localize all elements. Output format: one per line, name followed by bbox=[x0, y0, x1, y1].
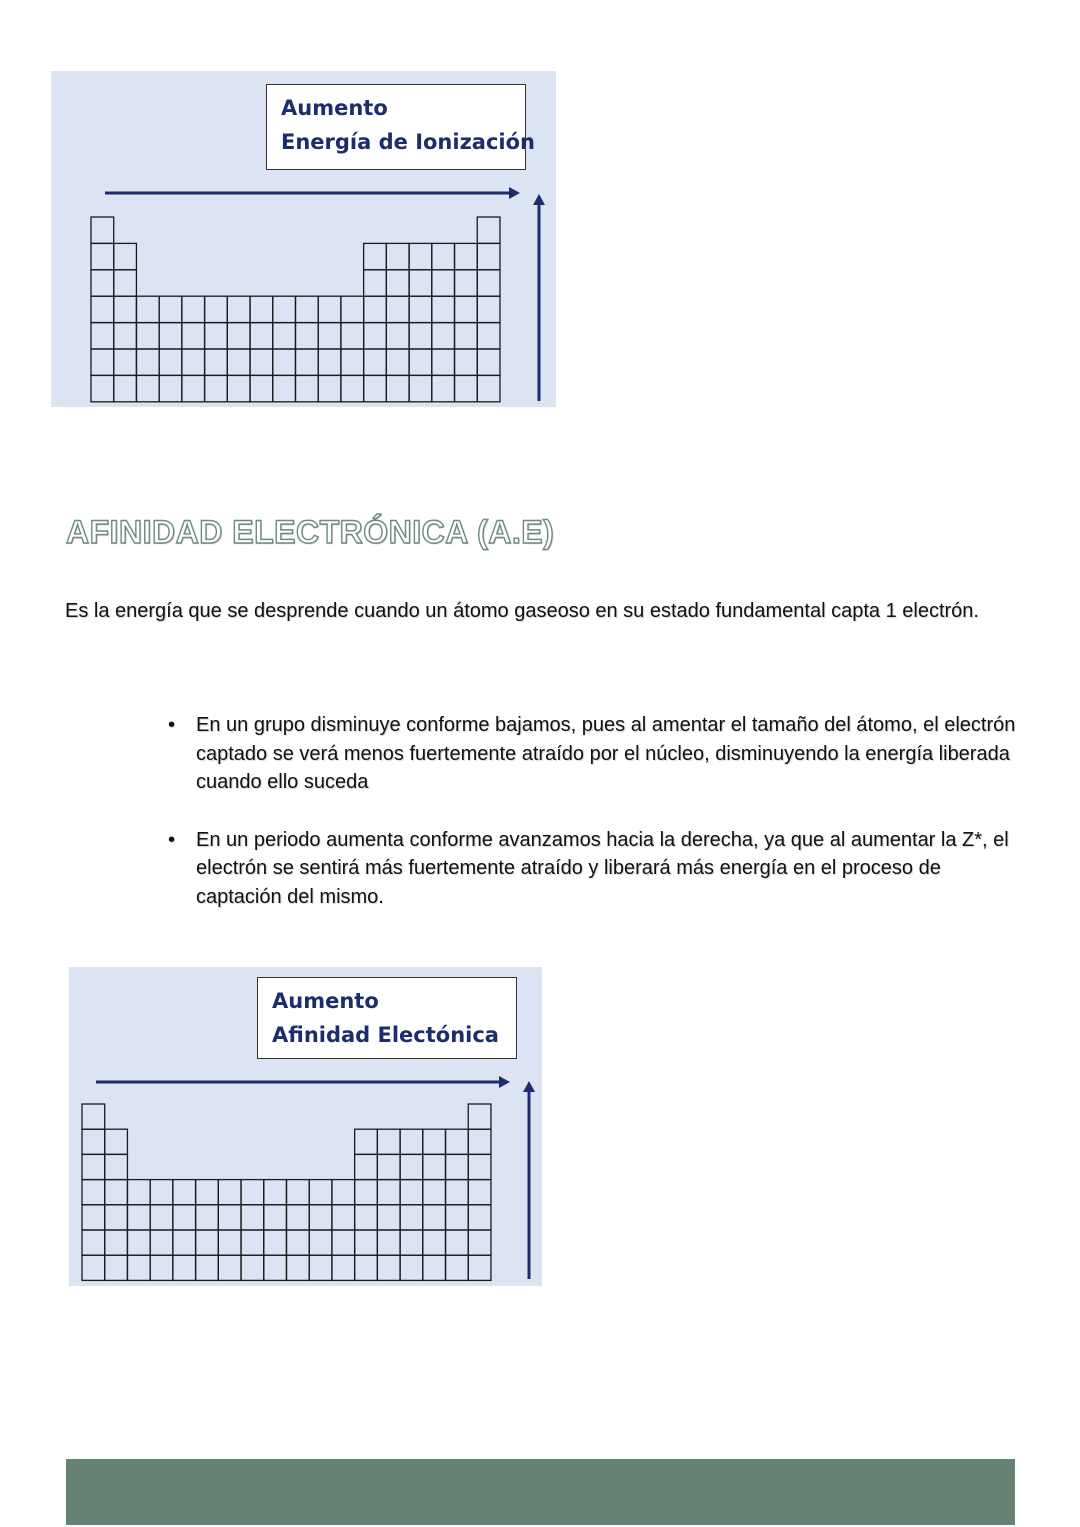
element-cell bbox=[423, 1205, 446, 1230]
element-cell bbox=[127, 1205, 150, 1230]
element-cell bbox=[150, 1205, 173, 1230]
element-cell bbox=[468, 1230, 491, 1255]
element-cell bbox=[82, 1230, 105, 1255]
element-cell bbox=[332, 1255, 355, 1280]
element-cell bbox=[423, 1230, 446, 1255]
element-cell bbox=[114, 349, 137, 375]
element-cell bbox=[455, 270, 478, 296]
element-cell bbox=[364, 243, 387, 269]
element-cell bbox=[273, 375, 296, 401]
element-cell bbox=[446, 1129, 469, 1154]
element-cell bbox=[332, 1230, 355, 1255]
element-cell bbox=[82, 1255, 105, 1280]
element-cell bbox=[227, 349, 250, 375]
element-cell bbox=[159, 323, 182, 349]
element-cell bbox=[295, 296, 318, 322]
element-cell bbox=[468, 1180, 491, 1205]
element-cell bbox=[205, 323, 228, 349]
element-cell bbox=[341, 349, 364, 375]
element-cell bbox=[455, 349, 478, 375]
list-item bbox=[168, 711, 1016, 797]
element-cell bbox=[159, 349, 182, 375]
bullet-icon: • bbox=[168, 828, 176, 851]
element-cell bbox=[409, 375, 432, 401]
element-cell bbox=[114, 296, 137, 322]
element-cell bbox=[432, 375, 455, 401]
element-cell bbox=[409, 349, 432, 375]
element-cell bbox=[273, 349, 296, 375]
element-cell bbox=[182, 323, 205, 349]
element-cell bbox=[386, 349, 409, 375]
element-cell bbox=[386, 375, 409, 401]
element-cell bbox=[432, 349, 455, 375]
element-cell bbox=[91, 270, 114, 296]
bullet-text: En un periodo aumenta conforme avanzamos hacia la derecha, ya que al aumentar la Z*, el electrón se sentirá más fuertemente atraído y liberará más energía en el proceso de captación del mismo. bbox=[196, 828, 1009, 908]
element-cell bbox=[468, 1129, 491, 1154]
element-cell bbox=[355, 1205, 378, 1230]
element-cell bbox=[477, 323, 500, 349]
element-cell bbox=[377, 1230, 400, 1255]
element-cell bbox=[409, 270, 432, 296]
arrow-up-icon bbox=[523, 1081, 535, 1092]
element-cell bbox=[114, 323, 137, 349]
label-increase: Aumento bbox=[281, 96, 388, 120]
element-cell bbox=[136, 323, 159, 349]
element-cell bbox=[309, 1205, 332, 1230]
label-property: Energía de Ionización bbox=[281, 130, 535, 154]
element-cell bbox=[341, 296, 364, 322]
element-cell bbox=[264, 1230, 287, 1255]
element-cell bbox=[264, 1205, 287, 1230]
arrow-right-icon bbox=[509, 187, 520, 199]
element-cell bbox=[468, 1154, 491, 1179]
element-cell bbox=[250, 349, 273, 375]
element-cell bbox=[295, 323, 318, 349]
element-cell bbox=[273, 323, 296, 349]
element-cell bbox=[423, 1129, 446, 1154]
element-cell bbox=[477, 243, 500, 269]
element-cell bbox=[241, 1230, 264, 1255]
element-cell bbox=[477, 296, 500, 322]
element-cell bbox=[196, 1205, 219, 1230]
element-cell bbox=[136, 375, 159, 401]
element-cell bbox=[477, 270, 500, 296]
element-cell bbox=[82, 1205, 105, 1230]
element-cell bbox=[400, 1154, 423, 1179]
element-cell bbox=[82, 1154, 105, 1179]
element-cell bbox=[264, 1180, 287, 1205]
element-cell bbox=[318, 349, 341, 375]
element-cell bbox=[332, 1180, 355, 1205]
element-cell bbox=[105, 1129, 128, 1154]
element-cell bbox=[105, 1154, 128, 1179]
element-cell bbox=[432, 270, 455, 296]
element-cell bbox=[309, 1180, 332, 1205]
element-grid bbox=[82, 1104, 491, 1280]
element-cell bbox=[105, 1205, 128, 1230]
element-cell bbox=[127, 1230, 150, 1255]
electron-affinity-figure bbox=[69, 967, 542, 1286]
bullet-icon: • bbox=[168, 714, 176, 736]
element-cell bbox=[309, 1230, 332, 1255]
element-cell bbox=[159, 296, 182, 322]
element-cell bbox=[446, 1205, 469, 1230]
element-cell bbox=[386, 296, 409, 322]
element-cell bbox=[409, 296, 432, 322]
element-cell bbox=[432, 243, 455, 269]
element-cell bbox=[400, 1230, 423, 1255]
label-property: Afinidad Electónica bbox=[272, 1023, 499, 1047]
element-cell bbox=[250, 375, 273, 401]
element-cell bbox=[173, 1205, 196, 1230]
element-cell bbox=[341, 375, 364, 401]
element-cell bbox=[105, 1180, 128, 1205]
element-cell bbox=[286, 1255, 309, 1280]
element-cell bbox=[286, 1205, 309, 1230]
definition-paragraph: Es la energía que se desprende cuando un átomo gaseoso en su estado fundamental capta 1 electrón. bbox=[65, 600, 979, 622]
element-cell bbox=[82, 1104, 105, 1129]
element-cell bbox=[227, 375, 250, 401]
element-cell bbox=[423, 1154, 446, 1179]
element-cell bbox=[114, 243, 137, 269]
element-cell bbox=[409, 323, 432, 349]
element-cell bbox=[150, 1255, 173, 1280]
element-cell bbox=[241, 1255, 264, 1280]
element-cell bbox=[355, 1154, 378, 1179]
element-cell bbox=[205, 349, 228, 375]
element-cell bbox=[105, 1255, 128, 1280]
element-cell bbox=[114, 375, 137, 401]
element-cell bbox=[400, 1129, 423, 1154]
element-cell bbox=[205, 375, 228, 401]
element-cell bbox=[182, 349, 205, 375]
element-cell bbox=[91, 349, 114, 375]
element-cell bbox=[218, 1205, 241, 1230]
element-cell bbox=[159, 375, 182, 401]
element-cell bbox=[341, 323, 364, 349]
element-cell bbox=[364, 270, 387, 296]
element-cell bbox=[136, 296, 159, 322]
element-cell bbox=[446, 1154, 469, 1179]
bullet-list bbox=[168, 711, 1016, 940]
element-cell bbox=[196, 1255, 219, 1280]
element-cell bbox=[468, 1205, 491, 1230]
element-cell bbox=[150, 1230, 173, 1255]
element-cell bbox=[377, 1154, 400, 1179]
element-cell bbox=[182, 296, 205, 322]
element-cell bbox=[196, 1230, 219, 1255]
element-cell bbox=[386, 243, 409, 269]
element-cell bbox=[309, 1255, 332, 1280]
element-cell bbox=[250, 296, 273, 322]
section-title: AFINIDAD ELECTRÓNICA (A.E) bbox=[66, 514, 555, 550]
bullet-text: En un grupo disminuye conforme bajamos, pues al amentar el tamaño del átomo, el electrón captado se verá menos fuertemente atraído por el núcleo, disminuyendo la energía liberada cuando ello suceda bbox=[196, 714, 1016, 793]
element-cell bbox=[218, 1255, 241, 1280]
element-cell bbox=[173, 1255, 196, 1280]
element-cell bbox=[218, 1230, 241, 1255]
element-cell bbox=[455, 243, 478, 269]
element-cell bbox=[286, 1180, 309, 1205]
element-cell bbox=[455, 323, 478, 349]
element-cell bbox=[127, 1255, 150, 1280]
element-cell bbox=[355, 1180, 378, 1205]
label-increase: Aumento bbox=[272, 989, 379, 1013]
element-cell bbox=[250, 323, 273, 349]
element-cell bbox=[364, 296, 387, 322]
element-cell bbox=[227, 323, 250, 349]
element-cell bbox=[432, 323, 455, 349]
element-cell bbox=[423, 1180, 446, 1205]
element-cell bbox=[455, 375, 478, 401]
element-cell bbox=[468, 1104, 491, 1129]
element-cell bbox=[227, 296, 250, 322]
element-cell bbox=[241, 1180, 264, 1205]
element-cell bbox=[455, 296, 478, 322]
ionization-energy-figure bbox=[51, 71, 556, 407]
element-cell bbox=[400, 1205, 423, 1230]
element-cell bbox=[196, 1180, 219, 1205]
element-cell bbox=[218, 1180, 241, 1205]
element-cell bbox=[91, 323, 114, 349]
element-cell bbox=[364, 375, 387, 401]
element-cell bbox=[386, 323, 409, 349]
element-cell bbox=[318, 375, 341, 401]
element-cell bbox=[136, 349, 159, 375]
element-cell bbox=[318, 296, 341, 322]
element-cell bbox=[468, 1255, 491, 1280]
element-grid bbox=[91, 217, 500, 402]
affinity-label-box bbox=[257, 977, 517, 1059]
element-cell bbox=[477, 217, 500, 243]
element-cell bbox=[182, 375, 205, 401]
element-cell bbox=[264, 1255, 287, 1280]
element-cell bbox=[91, 296, 114, 322]
element-cell bbox=[114, 270, 137, 296]
element-cell bbox=[446, 1230, 469, 1255]
element-cell bbox=[91, 243, 114, 269]
element-cell bbox=[105, 1230, 128, 1255]
element-cell bbox=[205, 296, 228, 322]
element-cell bbox=[295, 349, 318, 375]
element-cell bbox=[127, 1180, 150, 1205]
element-cell bbox=[432, 296, 455, 322]
element-cell bbox=[400, 1255, 423, 1280]
element-cell bbox=[91, 375, 114, 401]
element-cell bbox=[332, 1205, 355, 1230]
element-cell bbox=[386, 270, 409, 296]
element-cell bbox=[295, 375, 318, 401]
element-cell bbox=[318, 323, 341, 349]
element-cell bbox=[423, 1255, 446, 1280]
element-cell bbox=[173, 1230, 196, 1255]
ionization-label-box bbox=[266, 84, 535, 170]
element-cell bbox=[377, 1205, 400, 1230]
footer-bar bbox=[66, 1459, 1015, 1525]
element-cell bbox=[409, 243, 432, 269]
element-cell bbox=[82, 1180, 105, 1205]
element-cell bbox=[173, 1180, 196, 1205]
element-cell bbox=[150, 1180, 173, 1205]
list-item bbox=[168, 826, 1016, 912]
element-cell bbox=[364, 349, 387, 375]
element-cell bbox=[400, 1180, 423, 1205]
element-cell bbox=[355, 1129, 378, 1154]
element-cell bbox=[446, 1180, 469, 1205]
element-cell bbox=[477, 349, 500, 375]
element-cell bbox=[355, 1255, 378, 1280]
element-cell bbox=[82, 1129, 105, 1154]
element-cell bbox=[355, 1230, 378, 1255]
element-cell bbox=[273, 296, 296, 322]
element-cell bbox=[446, 1255, 469, 1280]
element-cell bbox=[377, 1129, 400, 1154]
element-cell bbox=[91, 217, 114, 243]
arrow-up-icon bbox=[533, 194, 545, 205]
arrow-right-icon bbox=[499, 1076, 510, 1088]
element-cell bbox=[377, 1255, 400, 1280]
element-cell bbox=[477, 375, 500, 401]
element-cell bbox=[286, 1230, 309, 1255]
element-cell bbox=[241, 1205, 264, 1230]
element-cell bbox=[364, 323, 387, 349]
element-cell bbox=[377, 1180, 400, 1205]
